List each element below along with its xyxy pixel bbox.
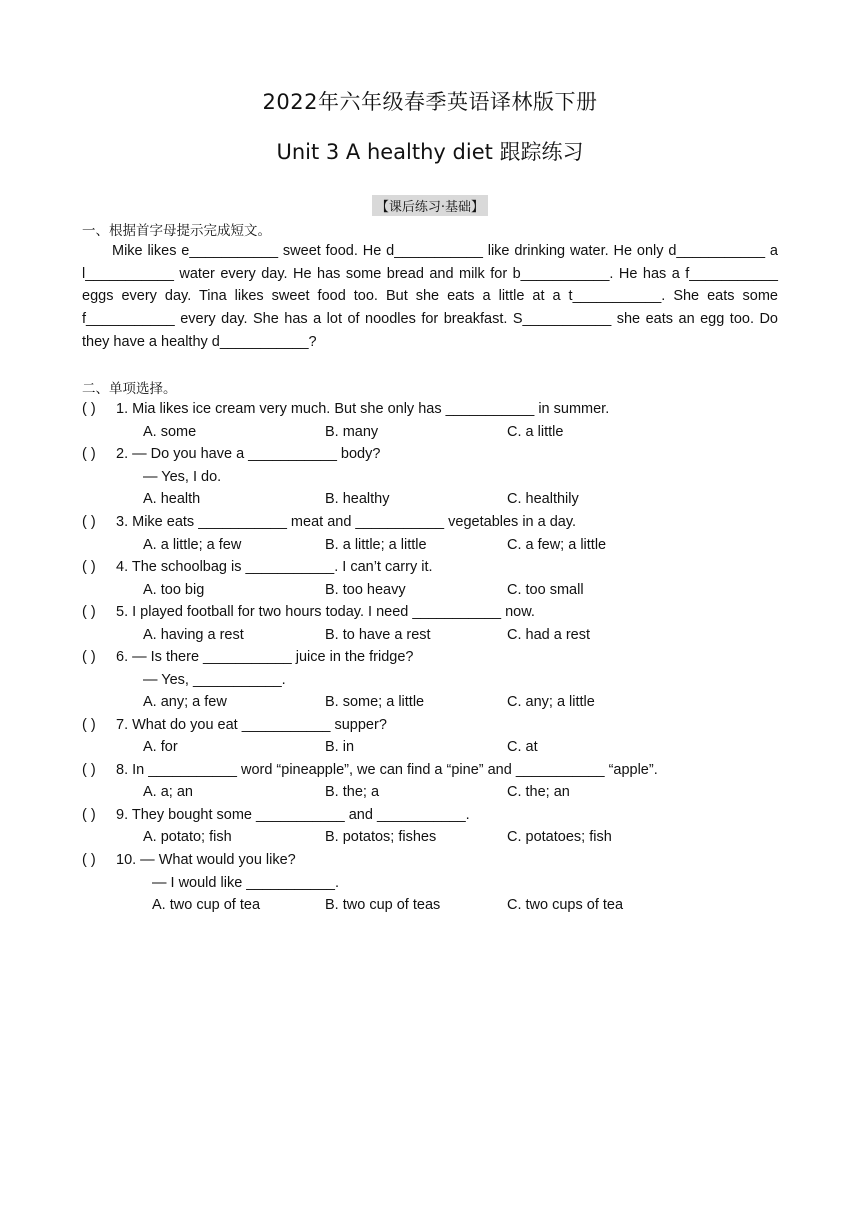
option-a: A. potato; fish [143, 829, 232, 845]
option-c: C. any; a little [507, 694, 595, 710]
question-stem: 9. They bought some ___________ and ___________. [116, 807, 470, 823]
option-a: A. having a rest [143, 627, 244, 643]
section1-heading: 一、根据首字母提示完成短文。 [82, 223, 271, 239]
cloze-text: Mike likes e___________ sweet food. He d___________ like drinking water. He only d___________ a l___________ water every day. He has some bread and milk for b___________. He has a f___________ eggs every day. Tina likes sweet food too. But she eats a little at a t___________. She eats some f___________ every day. She has a lot of noodles for breakfast. S___________ she eats an egg too. Do they have a healthy d___________? [82, 243, 778, 350]
question-stem: 10. — What would you like? [116, 852, 296, 868]
question-stem: 5. I played football for two hours today. I need ___________ now. [116, 604, 535, 620]
option-b: B. some; a little [325, 694, 425, 710]
dialogue-reply: — Yes, I do. [143, 469, 222, 485]
answer-paren: ( ) [82, 762, 96, 778]
option-c: C. a few; a little [507, 537, 607, 553]
section-tag-wrap [0, 195, 860, 216]
option-c: C. potatoes; fish [507, 829, 612, 845]
option-b: B. to have a rest [325, 627, 431, 643]
answer-paren: ( ) [82, 852, 96, 868]
page-title: 2022年六年级春季英语译林版下册 [262, 90, 598, 114]
page-subtitle: Unit 3 A healthy diet 跟踪练习 [276, 140, 584, 164]
option-b: B. the; a [325, 784, 380, 800]
option-c: C. had a rest [507, 627, 591, 643]
option-b: B. two cup of teas [325, 897, 441, 913]
option-c: C. healthily [507, 491, 579, 507]
option-a: A. a; an [143, 784, 193, 800]
question-stem: 6. — Is there ___________ juice in the fridge? [116, 649, 414, 665]
answer-paren: ( ) [82, 717, 96, 733]
option-b: B. many [325, 424, 379, 440]
question-stem: 8. In ___________ word “pineapple”, we can find a “pine” and ___________ “apple”. [116, 762, 658, 778]
option-a: A. two cup of tea [152, 897, 261, 913]
question-stem: 4. The schoolbag is ___________. I can’t carry it. [116, 559, 433, 575]
answer-paren: ( ) [82, 446, 96, 462]
option-b: B. healthy [325, 491, 390, 507]
option-c: C. two cups of tea [507, 897, 624, 913]
option-a: A. a little; a few [143, 537, 242, 553]
option-b: B. in [325, 739, 355, 755]
section-tag: 【课后练习·基础】 [372, 195, 488, 216]
option-b: B. potatos; fishes [325, 829, 437, 845]
answer-paren: ( ) [82, 649, 96, 665]
answer-paren: ( ) [82, 401, 96, 417]
answer-paren: ( ) [82, 807, 96, 823]
option-b: B. a little; a little [325, 537, 427, 553]
option-c: C. at [507, 739, 538, 755]
option-c: C. the; an [507, 784, 570, 800]
option-b: B. too heavy [325, 582, 406, 598]
question-stem: 1. Mia likes ice cream very much. But she only has ___________ in summer. [116, 401, 610, 417]
option-a: A. for [143, 739, 178, 755]
dialogue-reply: — I would like ___________. [152, 875, 340, 891]
section2-heading: 二、单项选择。 [82, 381, 177, 397]
dialogue-reply: — Yes, ___________. [143, 672, 286, 688]
answer-paren: ( ) [82, 559, 96, 575]
option-c: C. a little [507, 424, 564, 440]
question-stem: 2. — Do you have a ___________ body? [116, 446, 381, 462]
option-a: A. some [143, 424, 197, 440]
option-c: C. too small [507, 582, 584, 598]
option-a: A. too big [143, 582, 205, 598]
option-a: A. any; a few [143, 694, 227, 710]
question-stem: 3. Mike eats ___________ meat and ___________ vegetables in a day. [116, 514, 577, 530]
question-stem: 7. What do you eat ___________ supper? [116, 717, 387, 733]
answer-paren: ( ) [82, 514, 96, 530]
answer-paren: ( ) [82, 604, 96, 620]
cloze-paragraph [82, 240, 778, 354]
option-a: A. health [143, 491, 201, 507]
